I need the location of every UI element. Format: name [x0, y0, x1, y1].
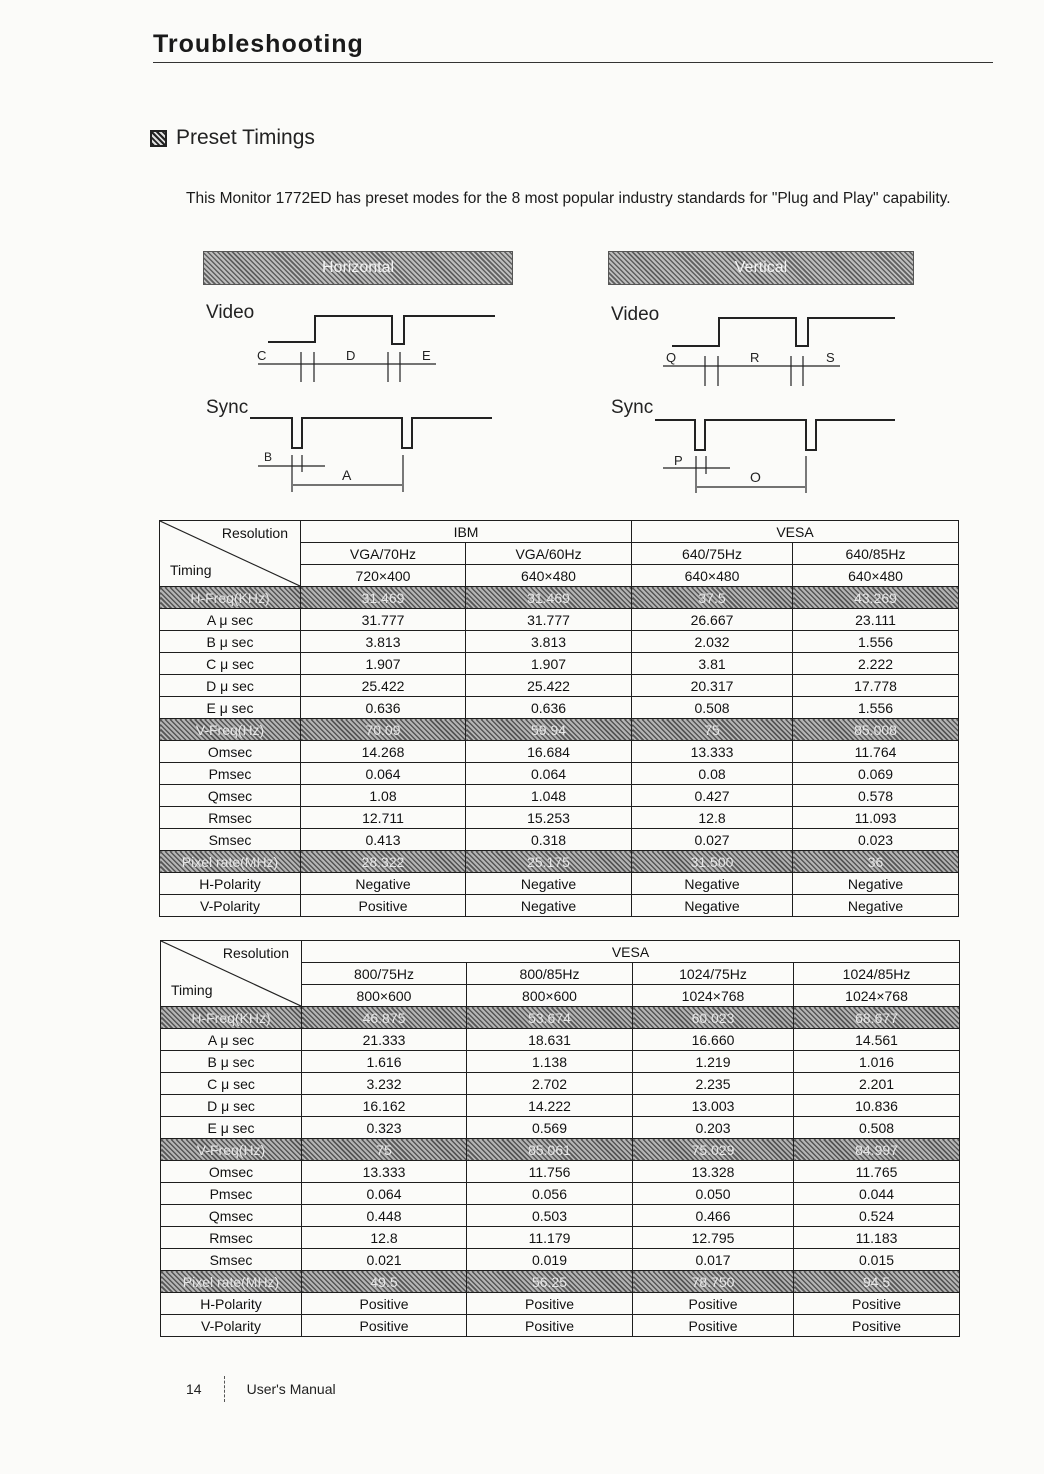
- table-row: [160, 851, 959, 873]
- table-row: [160, 785, 959, 807]
- row-label: Smsec: [161, 1249, 302, 1271]
- table-cell: Negative: [793, 873, 959, 895]
- table-cell: 75: [632, 719, 793, 741]
- table-cell: 1.219: [633, 1051, 794, 1073]
- table-cell: 37.5: [632, 587, 793, 609]
- row-label: Rmsec: [160, 807, 301, 829]
- table-cell: 0.636: [466, 697, 632, 719]
- table-cell: 3.813: [466, 631, 632, 653]
- marker-a: A: [342, 467, 352, 483]
- table-cell: 3.81: [632, 653, 793, 675]
- table-cell: 0.508: [794, 1117, 960, 1139]
- table-row: [160, 807, 959, 829]
- table-cell: 46.875: [302, 1007, 467, 1029]
- table-cell: 10.836: [794, 1095, 960, 1117]
- table-row: [161, 1227, 960, 1249]
- table-row: [161, 1029, 960, 1051]
- table-cell: Negative: [632, 895, 793, 917]
- table-cell: 1.048: [466, 785, 632, 807]
- mode-header: 800/75Hz: [302, 963, 467, 985]
- table-row: [161, 1139, 960, 1161]
- table-cell: Negative: [632, 873, 793, 895]
- page-number: 14: [186, 1381, 202, 1397]
- timing-label: Timing: [171, 982, 213, 998]
- group-header-ibm: IBM: [301, 521, 632, 543]
- table-cell: 70.09: [301, 719, 466, 741]
- table-cell: 0.569: [467, 1117, 633, 1139]
- table-cell: Positive: [633, 1293, 794, 1315]
- table-cell: 15.253: [466, 807, 632, 829]
- table-cell: 12.711: [301, 807, 466, 829]
- row-label: Omsec: [160, 741, 301, 763]
- horizontal-sync-waveform: [250, 418, 492, 448]
- table-corner-cell: [161, 941, 302, 1007]
- table-row: [160, 719, 959, 741]
- table-row: [161, 1117, 960, 1139]
- table-cell: 94.5: [794, 1271, 960, 1293]
- table-cell: 25.422: [301, 675, 466, 697]
- table-cell: 20.317: [632, 675, 793, 697]
- table-cell: Positive: [302, 1315, 467, 1337]
- row-label: Pmsec: [161, 1183, 302, 1205]
- table-cell: 75: [302, 1139, 467, 1161]
- row-label: V-Freq(Hz): [160, 719, 301, 741]
- table-cell: 1.907: [466, 653, 632, 675]
- table-cell: 2.201: [794, 1073, 960, 1095]
- row-label: A μ sec: [161, 1029, 302, 1051]
- table-row: [160, 873, 959, 895]
- row-label: E μ sec: [160, 697, 301, 719]
- table-cell: 60.023: [633, 1007, 794, 1029]
- table-cell: 78.750: [633, 1271, 794, 1293]
- table-cell: 49.5: [302, 1271, 467, 1293]
- marker-q: Q: [666, 350, 677, 365]
- table-row: [160, 631, 959, 653]
- table-cell: 0.023: [793, 829, 959, 851]
- table-cell: 84.997: [794, 1139, 960, 1161]
- table-cell: 12.795: [633, 1227, 794, 1249]
- vertical-sync-waveform: [655, 420, 895, 450]
- vertical-diagram-title: Vertical: [608, 251, 914, 285]
- table-row: [161, 1271, 960, 1293]
- table-cell: 25.422: [466, 675, 632, 697]
- table-cell: 0.044: [794, 1183, 960, 1205]
- vertical-timing-diagram: [611, 304, 895, 493]
- table-cell: 0.318: [466, 829, 632, 851]
- table-cell: 31.777: [466, 609, 632, 631]
- table-row: [160, 895, 959, 917]
- table-cell: 1.907: [301, 653, 466, 675]
- table-cell: 53.674: [467, 1007, 633, 1029]
- table-cell: 11.756: [467, 1161, 633, 1183]
- table-row: [160, 741, 959, 763]
- table-cell: 31.500: [632, 851, 793, 873]
- page-title: Troubleshooting: [153, 30, 364, 58]
- table-row: [161, 1161, 960, 1183]
- table-cell: Negative: [301, 873, 466, 895]
- table-row: [161, 1183, 960, 1205]
- marker-b: B: [264, 450, 273, 464]
- table-cell: 0.413: [301, 829, 466, 851]
- vertical-video-waveform: [672, 318, 895, 346]
- table-cell: 0.064: [466, 763, 632, 785]
- vertical-video-label: Video: [611, 304, 660, 325]
- marker-e: E: [422, 348, 431, 363]
- group-header-vesa: VESA: [632, 521, 959, 543]
- table-row: [161, 1051, 960, 1073]
- table-cell: 0.503: [467, 1205, 633, 1227]
- table-cell: 12.8: [632, 807, 793, 829]
- table-cell: 1.08: [301, 785, 466, 807]
- table-cell: 0.427: [632, 785, 793, 807]
- table-cell: 11.179: [467, 1227, 633, 1249]
- table-cell: Negative: [793, 895, 959, 917]
- timing-label: Timing: [170, 562, 212, 578]
- table-cell: 0.015: [794, 1249, 960, 1271]
- table-cell: Positive: [633, 1315, 794, 1337]
- marker-p: P: [674, 453, 683, 468]
- table-cell: 14.561: [794, 1029, 960, 1051]
- table-cell: 11.093: [793, 807, 959, 829]
- table-cell: 18.631: [467, 1029, 633, 1051]
- horizontal-diagram-title: Horizontal: [203, 251, 513, 285]
- table-cell: 1.616: [302, 1051, 467, 1073]
- row-label: H-Freq(KHz): [161, 1007, 302, 1029]
- table-cell: 2.222: [793, 653, 959, 675]
- table-cell: 25.175: [466, 851, 632, 873]
- footer-text: User's Manual: [246, 1381, 336, 1397]
- table-cell: 0.466: [633, 1205, 794, 1227]
- table-row: [160, 587, 959, 609]
- table-cell: 31.469: [466, 587, 632, 609]
- table-cell: 1.556: [793, 631, 959, 653]
- row-label: H-Polarity: [160, 873, 301, 895]
- row-label: Pixel rate(MHz): [160, 851, 301, 873]
- table-cell: 0.021: [302, 1249, 467, 1271]
- table-cell: 43.269: [793, 587, 959, 609]
- row-label: D μ sec: [161, 1095, 302, 1117]
- marker-r: R: [750, 350, 760, 365]
- table-cell: 31.469: [301, 587, 466, 609]
- table-cell: 14.268: [301, 741, 466, 763]
- table-cell: 13.333: [632, 741, 793, 763]
- mode-header: 1024/75Hz: [633, 963, 794, 985]
- table-cell: 75.029: [633, 1139, 794, 1161]
- resolution-label: Resolution: [222, 945, 289, 961]
- table-cell: 59.94: [466, 719, 632, 741]
- table-cell: Positive: [467, 1293, 633, 1315]
- table-cell: 85.061: [467, 1139, 633, 1161]
- timing-diagrams: [0, 0, 1044, 520]
- row-label: H-Polarity: [161, 1293, 302, 1315]
- row-label: B μ sec: [161, 1051, 302, 1073]
- table-corner-cell: [160, 521, 301, 587]
- table-cell: 3.813: [301, 631, 466, 653]
- row-label: V-Polarity: [161, 1315, 302, 1337]
- table-cell: 0.524: [794, 1205, 960, 1227]
- mode-header: VGA/60Hz: [466, 543, 632, 565]
- row-label: H-Freq(KHz): [160, 587, 301, 609]
- row-label: V-Freq(Hz): [161, 1139, 302, 1161]
- resolution-header: 800×600: [467, 985, 633, 1007]
- horizontal-video-label: Video: [206, 302, 255, 323]
- table-cell: 13.328: [633, 1161, 794, 1183]
- table-cell: 36: [793, 851, 959, 873]
- mode-header: 1024/85Hz: [794, 963, 960, 985]
- table-cell: 31.777: [301, 609, 466, 631]
- row-label: A μ sec: [160, 609, 301, 631]
- table-row: [161, 1315, 960, 1337]
- table-cell: 0.056: [467, 1183, 633, 1205]
- intro-paragraph: This Monitor 1772ED has preset modes for the 8 most popular industry standards for "Plug and Play" capability.: [186, 190, 951, 207]
- table-cell: 28.322: [301, 851, 466, 873]
- resolution-header: 640×480: [793, 565, 959, 587]
- resolution-header: 800×600: [302, 985, 467, 1007]
- row-label: Rmsec: [161, 1227, 302, 1249]
- vertical-sync-label: Sync: [611, 397, 654, 418]
- table-cell: 0.019: [467, 1249, 633, 1271]
- row-label: B μ sec: [160, 631, 301, 653]
- horizontal-video-waveform: [268, 316, 495, 344]
- row-label: E μ sec: [161, 1117, 302, 1139]
- resolution-label: Resolution: [221, 525, 288, 541]
- marker-d: D: [346, 348, 356, 363]
- table-cell: 12.8: [302, 1227, 467, 1249]
- table-cell: 0.08: [632, 763, 793, 785]
- mode-header: 640/75Hz: [632, 543, 793, 565]
- horizontal-timing-diagram: [206, 302, 495, 492]
- table-cell: 11.765: [794, 1161, 960, 1183]
- resolution-header: 720×400: [301, 565, 466, 587]
- table-cell: 17.778: [793, 675, 959, 697]
- table-cell: 0.064: [301, 763, 466, 785]
- table-row: [160, 829, 959, 851]
- row-label: Qmsec: [161, 1205, 302, 1227]
- resolution-header: 640×480: [632, 565, 793, 587]
- table-cell: 0.578: [793, 785, 959, 807]
- table-cell: 1.016: [794, 1051, 960, 1073]
- table-cell: 68.677: [794, 1007, 960, 1029]
- resolution-header: 640×480: [466, 565, 632, 587]
- table-cell: 0.636: [301, 697, 466, 719]
- row-label: C μ sec: [160, 653, 301, 675]
- table-row: [161, 1095, 960, 1117]
- table-cell: 56.25: [467, 1271, 633, 1293]
- table-row: [160, 697, 959, 719]
- table-cell: Negative: [466, 873, 632, 895]
- table-cell: 0.203: [633, 1117, 794, 1139]
- preset-timings-table-ibm-vesa: [159, 520, 959, 917]
- group-header-vesa: VESA: [302, 941, 960, 963]
- table-cell: 23.111: [793, 609, 959, 631]
- horizontal-sync-label: Sync: [206, 397, 249, 418]
- table-cell: 0.017: [633, 1249, 794, 1271]
- table-cell: 16.162: [302, 1095, 467, 1117]
- table-cell: 0.323: [302, 1117, 467, 1139]
- row-label: Smsec: [160, 829, 301, 851]
- row-label: D μ sec: [160, 675, 301, 697]
- table-cell: 0.069: [793, 763, 959, 785]
- table-cell: Positive: [794, 1315, 960, 1337]
- table-cell: 11.183: [794, 1227, 960, 1249]
- table-cell: Positive: [302, 1293, 467, 1315]
- mode-header: 640/85Hz: [793, 543, 959, 565]
- table-cell: 0.508: [632, 697, 793, 719]
- table-row: [161, 1205, 960, 1227]
- table-cell: 14.222: [467, 1095, 633, 1117]
- footer-separator: [224, 1376, 225, 1402]
- marker-s: S: [826, 350, 835, 365]
- table-cell: 13.003: [633, 1095, 794, 1117]
- table-row: [160, 763, 959, 785]
- table-row: [160, 609, 959, 631]
- table-cell: 1.556: [793, 697, 959, 719]
- table-cell: 0.050: [633, 1183, 794, 1205]
- row-label: Pixel rate(MHz): [161, 1271, 302, 1293]
- row-label: V-Polarity: [160, 895, 301, 917]
- row-label: Pmsec: [160, 763, 301, 785]
- table-cell: 0.448: [302, 1205, 467, 1227]
- table-cell: Positive: [301, 895, 466, 917]
- table-row: [160, 675, 959, 697]
- table-cell: 2.032: [632, 631, 793, 653]
- table-row: [161, 1293, 960, 1315]
- table-cell: 85.008: [793, 719, 959, 741]
- resolution-header: 1024×768: [794, 985, 960, 1007]
- marker-o: O: [750, 469, 761, 485]
- section-heading-text: Preset Timings: [176, 126, 315, 149]
- table-cell: 13.333: [302, 1161, 467, 1183]
- table-cell: Positive: [794, 1293, 960, 1315]
- table-row: [160, 653, 959, 675]
- mode-header: 800/85Hz: [467, 963, 633, 985]
- table-cell: 16.660: [633, 1029, 794, 1051]
- table-row: [161, 1073, 960, 1095]
- page-footer: [186, 1376, 336, 1402]
- table-row: [161, 1249, 960, 1271]
- row-label: C μ sec: [161, 1073, 302, 1095]
- table-cell: Positive: [467, 1315, 633, 1337]
- mode-header: VGA/70Hz: [301, 543, 466, 565]
- table-cell: 0.064: [302, 1183, 467, 1205]
- table-cell: 21.333: [302, 1029, 467, 1051]
- table-cell: Negative: [466, 895, 632, 917]
- table-cell: 3.232: [302, 1073, 467, 1095]
- table-cell: 26.667: [632, 609, 793, 631]
- table-cell: 2.235: [633, 1073, 794, 1095]
- resolution-header: 1024×768: [633, 985, 794, 1007]
- table-cell: 2.702: [467, 1073, 633, 1095]
- preset-timings-table-vesa: [160, 940, 960, 1337]
- row-label: Omsec: [161, 1161, 302, 1183]
- table-cell: 0.027: [632, 829, 793, 851]
- table-row: [161, 1007, 960, 1029]
- table-cell: 16.684: [466, 741, 632, 763]
- marker-c: C: [257, 348, 267, 363]
- table-cell: 1.138: [467, 1051, 633, 1073]
- table-cell: 11.764: [793, 741, 959, 763]
- row-label: Qmsec: [160, 785, 301, 807]
